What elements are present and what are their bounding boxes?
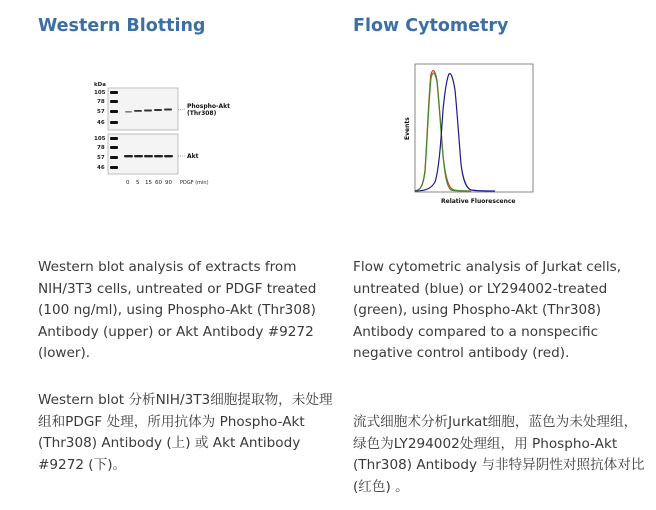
flow-caption-en: Flow cytometric analysis of Jurkat cells, untreated (blue) or LY294002-treated (green), using Phospho-Akt (Thr308) Antibody compared to a nonspecific negative control antibody (red). [353, 259, 622, 362]
kda-label: kDa [94, 82, 106, 88]
fluorescence-axis-label: Relative Fluorescence [441, 198, 516, 205]
lower-band-label: Akt [187, 153, 199, 160]
upper-marker-labels [94, 90, 106, 126]
lane-label-90: 90 [165, 180, 172, 186]
lower-marker-labels [94, 136, 106, 171]
lane-label-15: 15 [145, 180, 152, 186]
lower-marker-57: 57 [97, 155, 105, 161]
flow-cytometry-figure [399, 60, 539, 212]
lower-bands [124, 155, 173, 157]
flow-cytometry-title: Flow Cytometry [353, 16, 509, 36]
upper-band-label-line2: (Thr308) [187, 110, 217, 117]
flow-histogram [399, 60, 539, 212]
pdgf-axis-label: PDGF (min) [180, 180, 209, 186]
lower-marker-46: 46 [97, 165, 105, 171]
lane-label-0: 0 [126, 180, 130, 186]
lower-marker-78: 78 [97, 145, 105, 151]
upper-band-label-line1: Phospho-Akt [187, 103, 231, 110]
western-blotting-title: Western Blotting [38, 16, 206, 36]
lower-blot-panel [108, 134, 178, 174]
plot-frame [415, 64, 533, 192]
western-caption-zh: Western blot 分析NIH/3T3细胞提取物，未处理组和PDGF 处理，所用抗体为 Phospho-Akt (Thr308) Antibody (上) 或 Akt Antibody #9272 (下)。 [38, 392, 333, 473]
upper-marker-57: 57 [97, 109, 105, 115]
lane-labels [126, 180, 172, 186]
events-axis-label: Events [404, 117, 411, 140]
western-blot-figure [80, 78, 280, 190]
lane-label-60: 60 [155, 180, 162, 186]
upper-marker-105: 105 [94, 90, 106, 96]
western-caption-en: Western blot analysis of extracts from NIH/3T3 cells, untreated or PDGF treated (100 ng/ml), using Phospho-Akt (Thr308) Antibody (upper) or Akt Antibody #9272 (lower). [38, 259, 317, 362]
lane-label-5: 5 [136, 180, 140, 186]
lower-marker-105: 105 [94, 136, 106, 142]
flow-caption-zh: 流式细胞术分析Jurkat细胞，蓝色为未处理组，绿色为LY294002处理组，用 Phospho-Akt (Thr308) Antibody 与非特异阴性对照抗体对比(红色) 。 [353, 414, 645, 495]
western-blot-image [80, 78, 280, 190]
upper-marker-78: 78 [97, 99, 105, 105]
upper-marker-46: 46 [97, 120, 105, 126]
